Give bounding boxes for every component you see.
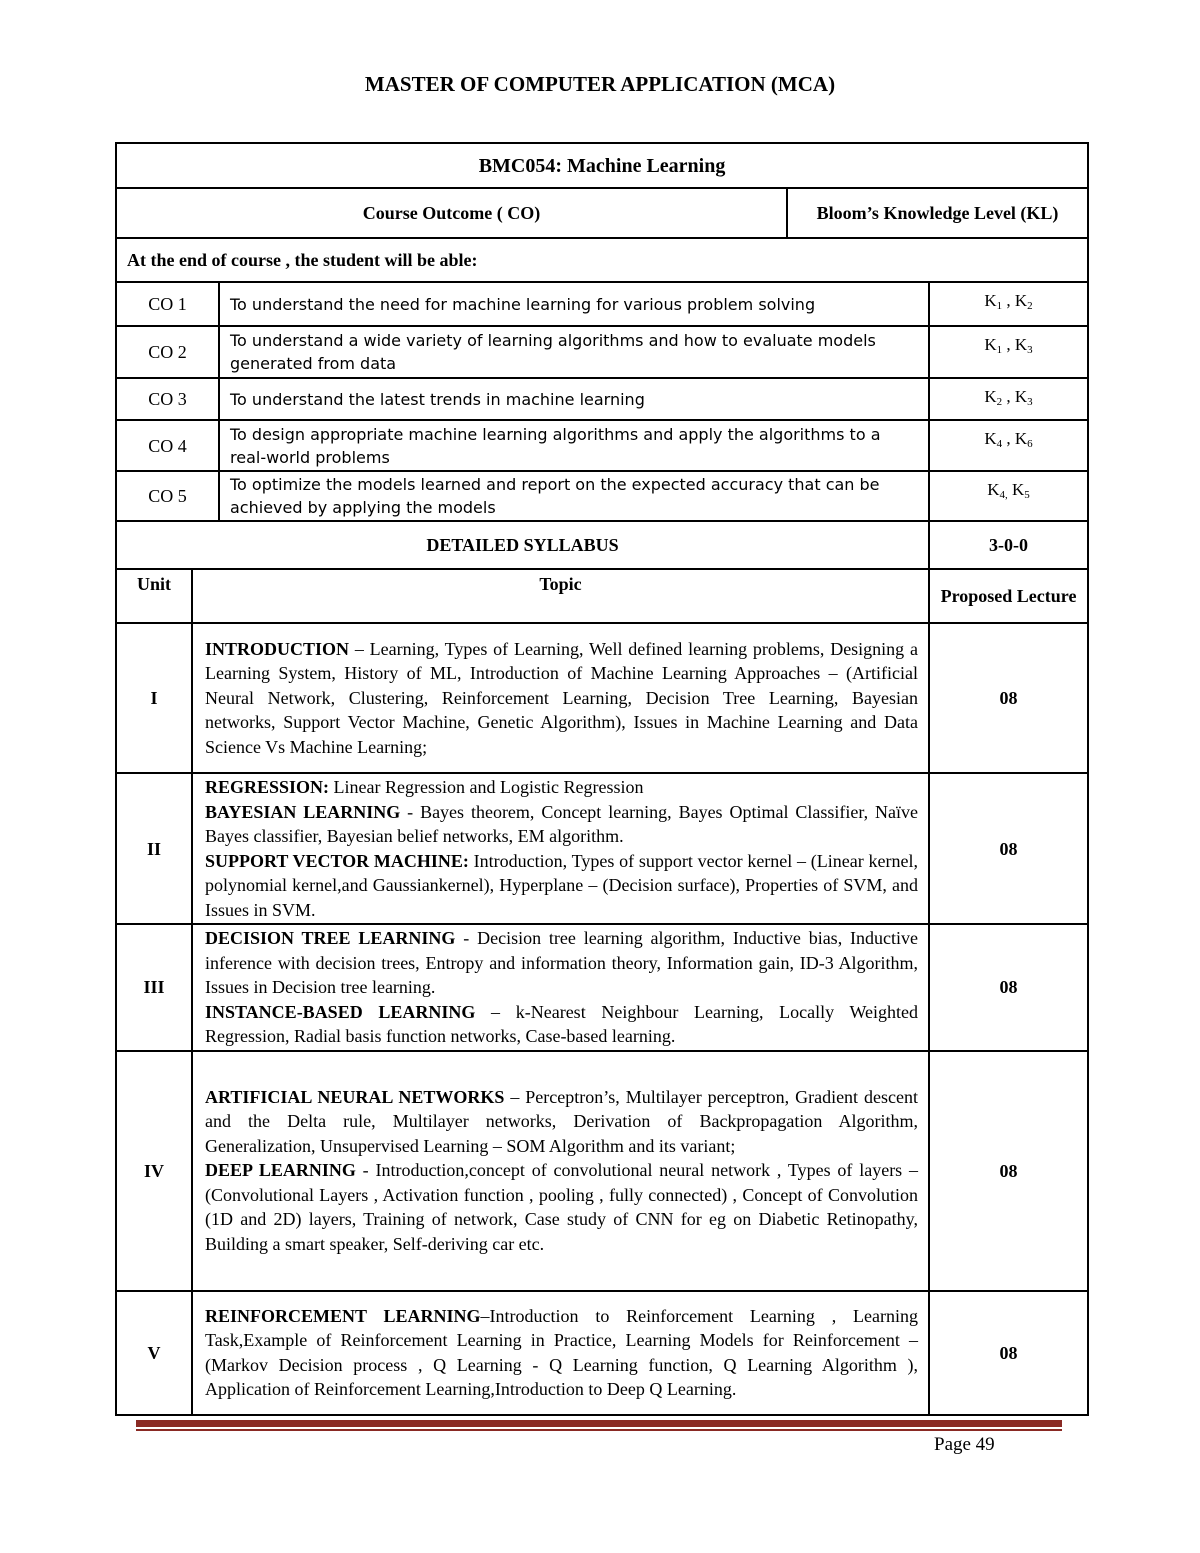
syllabus-unit-row [116,1291,1088,1415]
unit-lectures: 08 [929,773,1088,924]
kl-letter: K [984,291,997,310]
topic-heading: BAYESIAN LEARNING [205,801,401,822]
unit-number: III [116,924,192,1051]
co-row [116,378,1088,420]
unit-topics [192,924,929,1051]
topic-text: - Introduction,concept of convolutional neural network , Types of layers – (Convolutional Layers , Activation function , pooling , fully connected) , Concept of Convolution (1D and 2D) layers, Training of network, Case study of CNN for eg on Diabetic Retinopathy, Building a smart speaker, Self-deriving car etc. [205,1160,918,1254]
co-code: CO 3 [116,378,219,420]
kl-subscript: 3 [1027,344,1033,356]
unit-number: V [116,1291,192,1415]
kl-letter: K [1014,429,1028,448]
topic-block [205,1085,918,1159]
unit-number: II [116,773,192,924]
co-row [116,282,1088,326]
co-description: To design appropriate machine learning algorithms and apply the algorithms to a real-world problems [219,420,929,471]
topic-heading: SUPPORT VECTOR MACHINE: [205,850,469,871]
kl-subscript: 4 [996,438,1003,450]
course-table [115,142,1089,1416]
syllabus-unit-row [116,773,1088,924]
co-code: CO 1 [116,282,219,326]
topic-text: –Introduction to Reinforcement Learning , Learning Task,Example of Reinforcement Learning in Practice, Learning Models for Reinforcement – (Markov Decision process , Q Learning - Q Learning function, Q Learning Algorithm ), Application of Reinforcement Learning,Introduction to Deep Q Learning. [205,1305,919,1399]
kl-letter: K [987,480,1000,499]
co-row [116,420,1088,471]
co-code: CO 4 [116,420,219,471]
syllabus-columns-row [116,569,1088,623]
kl-letter: K [1012,480,1025,499]
co-row [116,471,1088,521]
kl-subscript: 4, [999,489,1008,501]
topic-heading: DECISION TREE LEARNING [205,928,456,948]
course-title-row [116,143,1088,188]
unit-topics [192,1291,929,1415]
co-description: To understand the latest trends in machine learning [219,378,929,420]
syllabus-heading-row [116,521,1088,569]
syllabus-unit-row [116,924,1088,1051]
topic-text: - Decision tree learning algorithm, Inductive bias, Inductive inference with decision trees, Entropy and information theory, Information gain, ID-3 Algorithm, Issues in Decision tree learning. [205,928,919,997]
co-header-row [116,188,1088,238]
co-kl [929,282,1088,326]
course-table-body [116,143,1088,1415]
unit-lectures: 08 [929,1291,1088,1415]
unit-lectures: 08 [929,1051,1088,1291]
lecture-column-header: Proposed Lecture [929,569,1088,623]
kl-separator: , [1002,335,1015,354]
topic-block [205,637,918,760]
topic-text: – Perceptron’s, Multilayer perceptron, Gradient descent and the Delta rule, Multilayer networks, Derivation of Backpropagation Algorithm, Generalization, Unsupervised Learning – SOM Algorithm and its variant; [205,1086,918,1156]
unit-topics [192,623,929,773]
kl-separator: , [1002,429,1015,448]
co-code: CO 5 [116,471,219,521]
topic-column-header: Topic [192,569,929,623]
kl-subscript: 1 [996,300,1003,312]
kl-letter: K [984,335,997,354]
kl-letter: K [1014,387,1028,406]
unit-column-header: Unit [116,569,192,623]
topic-heading: INSTANCE-BASED LEARNING [205,1001,476,1022]
co-code: CO 2 [116,326,219,378]
topic-text: - Bayes theorem, Concept learning, Bayes Optimal Classifier, Naïve Bayes classifier, Bayesian belief networks, EM algorithm. [205,801,918,846]
kl-subscript: 5 [1024,489,1030,501]
co-description: To optimize the models learned and report on the expected accuracy that can be achieved by applying the models [219,471,929,521]
page-title: MASTER OF COMPUTER APPLICATION (MCA) [364,72,836,96]
co-kl [929,420,1088,471]
co-description: To understand a wide variety of learning algorithms and how to evaluate models generated from data [219,326,929,378]
kl-header: Bloom’s Knowledge Level (KL) [787,188,1088,238]
topic-block [205,849,918,923]
kl-separator: , [1002,387,1015,406]
unit-number: I [116,623,192,773]
intro-row [116,238,1088,282]
unit-lectures: 08 [929,623,1088,773]
topic-text: – Learning, Types of Learning, Well defined learning problems, Designing a Learning System, History of ML, Introduction of Machine Learning Approaches – (Artificial Neural Network, Clustering, Reinforcement Learning, Decision Tree Learning, Bayesian networks, Support Vector Machine, Genetic Algorithm), Issues in Machine Learning and Data Science Vs Machine Learning; [205,638,918,757]
topic-block [205,1158,918,1256]
topic-block [205,800,918,849]
kl-letter: K [1014,335,1028,354]
kl-subscript: 2 [996,396,1003,408]
kl-subscript: 2 [1027,300,1033,312]
kl-subscript: 3 [1027,396,1033,408]
topic-block [205,1000,918,1049]
course-table-wrapper [115,142,1087,1416]
ltp-value: 3-0-0 [929,521,1088,569]
topic-text: – k-Nearest Neighbour Learning, Locally Weighted Regression, Radial basis function networks, Case-based learning. [205,1001,919,1046]
kl-letter: K [1014,291,1028,310]
footer-rule [136,1420,1062,1427]
topic-heading: INTRODUCTION [205,638,350,659]
unit-lectures: 08 [929,924,1088,1051]
syllabus-unit-row [116,623,1088,773]
co-description: To understand the need for machine learning for various problem solving [219,282,929,326]
topic-heading: DEEP LEARNING [205,1160,356,1181]
co-kl [929,378,1088,420]
topic-block [205,926,918,1000]
page-number: Page 49 [934,1434,995,1455]
course-title: BMC054: Machine Learning [116,143,1088,188]
topic-block [205,1304,918,1402]
unit-topics [192,1051,929,1291]
topic-text: Introduction, Types of support vector kernel – (Linear kernel, polynomial kernel,and Gaussiankernel), Hyperplane – (Decision surface), Properties of SVM, and Issues in SVM. [205,850,919,920]
unit-topics [192,773,929,924]
kl-letter: K [984,387,997,406]
unit-number: IV [116,1051,192,1291]
kl-separator: , [1002,291,1015,310]
kl-subscript: 1 [996,344,1003,356]
intro-text: At the end of course , the student will be able: [116,238,1088,282]
topic-block [205,775,918,800]
co-header: Course Outcome ( CO) [116,188,787,238]
co-kl [929,471,1088,521]
topic-text: Linear Regression and Logistic Regression [329,777,644,797]
topic-heading: ARTIFICIAL NEURAL NETWORKS [205,1086,505,1107]
footer-rule-thin [136,1429,1062,1431]
topic-heading: REINFORCEMENT LEARNING [205,1305,481,1326]
syllabus-unit-row [116,1051,1088,1291]
kl-letter: K [984,429,997,448]
topic-heading: REGRESSION: [205,777,330,797]
syllabus-heading: DETAILED SYLLABUS [116,521,929,569]
co-row [116,326,1088,378]
co-kl [929,326,1088,378]
kl-subscript: 6 [1027,438,1033,450]
